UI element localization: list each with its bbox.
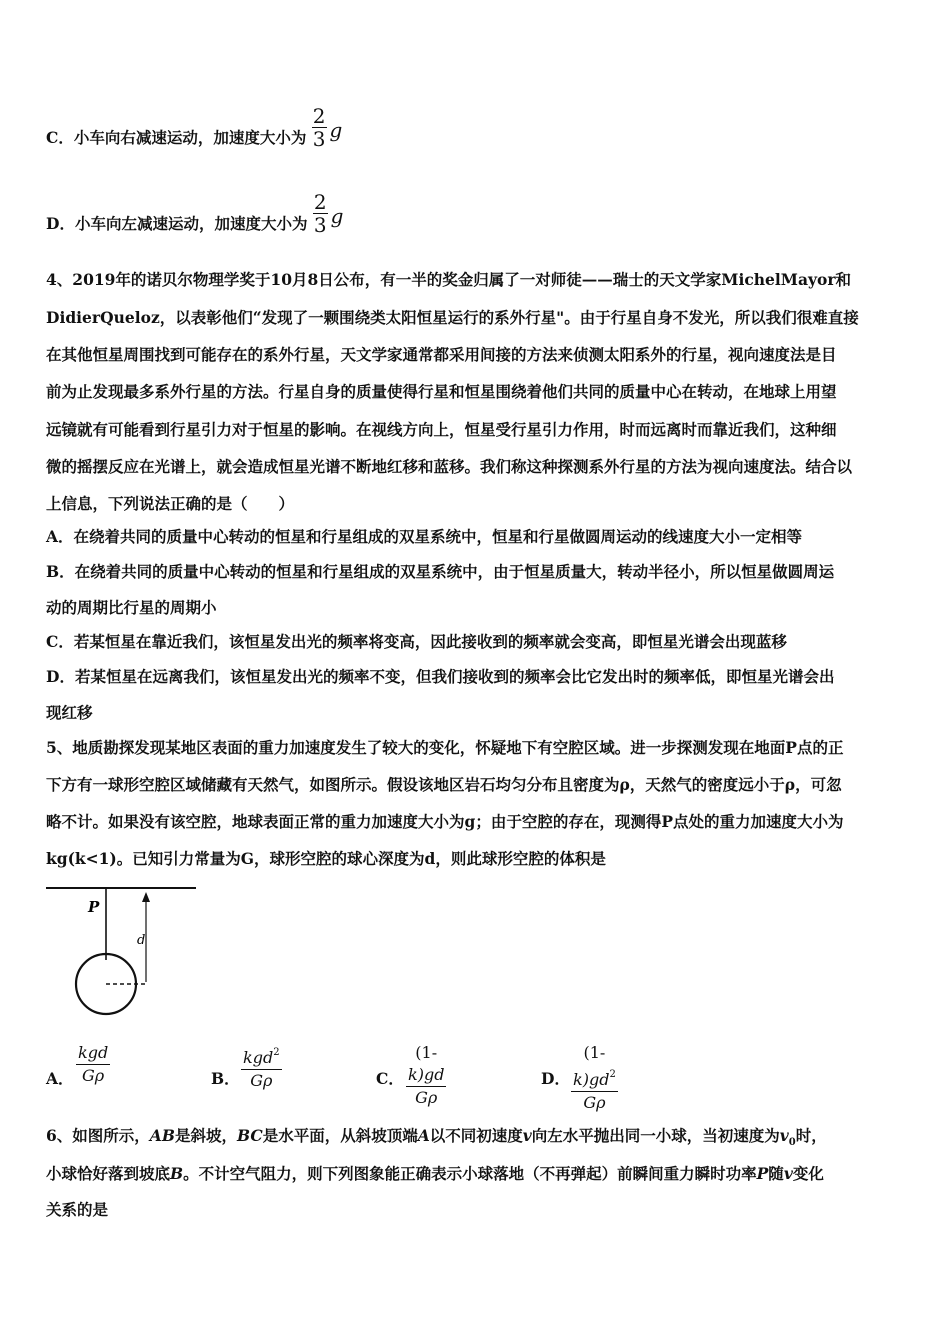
q5-stem-line: 下方有一球形空腔区域储藏有天然气，如图所示。假设该地区岩石均匀分布且密度为ρ，天然气的密度远小于ρ，可忽 — [46, 775, 842, 794]
text: 以不同初速度 — [429, 1126, 523, 1145]
fraction-numerator: 2 — [312, 103, 326, 128]
q4-stem-line: 上信息，下列说法正确的是（ ） — [46, 494, 295, 513]
text: 随 — [768, 1164, 784, 1183]
q3-option-d — [46, 189, 344, 237]
q3-option-c-label: C． — [46, 128, 74, 147]
answer-fraction — [241, 1042, 282, 1092]
var-a: A — [417, 1126, 430, 1145]
answer-label: D． — [541, 1069, 570, 1088]
text: 是斜坡， — [174, 1126, 237, 1145]
var-v0: v — [779, 1126, 789, 1145]
text: 是水平面，从斜坡顶端 — [262, 1126, 418, 1145]
q4-option-d-continued: 现红移 — [46, 703, 93, 722]
var-v: v — [783, 1164, 793, 1183]
fraction-numerator — [406, 1042, 446, 1087]
q6-stem-line-1 — [46, 1126, 827, 1153]
q4-stem-line: 远镜就有可能看到行星引力对于恒星的影响。在视线方向上，恒星受行星引力作用，时而远离时而靠近我们，这种细 — [46, 420, 837, 439]
q3-option-d-label: D． — [46, 214, 75, 233]
text: 。不计空气阻力，则下列图象能正确表示小球落地（不再弹起）前瞬间重力瞬时功率 — [183, 1164, 757, 1183]
q5-stem-line: kg(k<1)。已知引力常量为G，球形空腔的球心深度为d，则此球形空腔的体积是 — [46, 849, 606, 868]
q3-option-d-fraction — [313, 191, 328, 236]
var-p: P — [756, 1164, 769, 1183]
text: 时， — [795, 1126, 827, 1145]
q5-stem-line: 5、地质勘探发现某地区表面的重力加速度发生了较大的变化，怀疑地下有空腔区域。进一步探测发现在地面P点的正 — [46, 738, 844, 757]
numerator-text: kgd — [243, 1048, 274, 1067]
var-v: v — [522, 1126, 532, 1145]
text: 向左水平抛出同一小球，当初速度为 — [531, 1126, 780, 1145]
numerator-k: k — [573, 1070, 583, 1089]
q5-stem-line: 略不计。如果没有该空腔，地球表面正常的重力加速度大小为g；由于空腔的存在，现测得P点处的重力加速度大小为 — [46, 812, 844, 831]
q4-option-d: D．若某恒星在远离我们，该恒星发出光的频率不变，但我们接收到的频率会比它发出时的频率低，即恒星光谱会出 — [46, 667, 835, 686]
fraction-denominator: Gρ — [250, 1071, 273, 1090]
q4-option-c: C．若某恒星在靠近我们，该恒星发出光的频率将变高，因此接收到的频率就会变高，即恒星光谱会出现蓝移 — [46, 632, 787, 651]
fraction-denominator: Gρ — [82, 1066, 105, 1085]
exponent: 2 — [609, 1069, 616, 1080]
answer-fraction — [571, 1042, 618, 1114]
var-bc: BC — [236, 1126, 263, 1145]
numerator-text: )gd — [417, 1065, 445, 1084]
q6-stem-line-2 — [46, 1164, 824, 1184]
cavity-diagram — [44, 882, 204, 1022]
answer-label: B． — [211, 1069, 240, 1088]
numerator-prefix: (1- — [415, 1043, 438, 1062]
q6-stem-line-3: 关系的是 — [46, 1200, 109, 1219]
text: 变化 — [792, 1164, 824, 1183]
q4-stem-line: DidierQueloz，以表彰他们“发现了一颗围绕类太阳恒星运行的系外行星"。由于行星自身不发光，所以我们很难直接 — [46, 308, 859, 327]
fraction-denominator: 3 — [313, 212, 327, 237]
fraction-numerator: 2 — [313, 189, 327, 214]
q4-stem-line: 微的摇摆反应在光谱上，就会造成恒星光谱不断地红移和蓝移。我们称这种探测系外行星的方法为视向速度法。结合以 — [46, 457, 853, 476]
point-p-label: P — [88, 898, 100, 916]
q4-option-b-continued: 动的周期比行星的周期小 — [46, 598, 217, 617]
q3-option-c-text: 小车向右减速运动，加速度大小为 — [73, 128, 307, 147]
var-b: B — [170, 1164, 184, 1183]
q4-option-a: A．在绕着共同的质量中心转动的恒星和行星组成的双星系统中，恒星和行星做圆周运动的线速度大小一定相等 — [46, 527, 803, 546]
answer-fraction — [406, 1042, 446, 1109]
numerator-text: )gd — [582, 1070, 610, 1089]
q5-answer-choices — [46, 1042, 746, 1112]
answer-label: C． — [376, 1069, 404, 1088]
fraction-numerator — [76, 1042, 110, 1065]
q3-option-d-text: 小车向左减速运动，加速度大小为 — [74, 214, 308, 233]
fraction-numerator — [571, 1042, 618, 1092]
fraction-denominator: Gρ — [583, 1093, 606, 1112]
depth-d-label: d — [137, 933, 146, 948]
fraction-numerator — [241, 1042, 282, 1070]
numerator-prefix: (1- — [583, 1043, 606, 1062]
q3-option-c — [46, 103, 343, 151]
gravity-symbol: g — [330, 204, 344, 228]
q4-stem-line: 在其他恒星周围找到可能存在的系外行星，天文学家通常都采用间接的方法来侦测太阳系外的行星，视向速度法是目 — [46, 345, 837, 364]
var-ab: AB — [149, 1126, 175, 1145]
text: 6、如图所示， — [46, 1126, 150, 1145]
fraction-denominator: 3 — [312, 126, 326, 151]
depth-arrow-head — [142, 892, 150, 902]
q4-stem-line: 前为止发现最多系外行星的方法。行星自身的质量使得行星和恒星围绕着他们共同的质量中心在转动，在地球上用望 — [46, 382, 837, 401]
exponent: 2 — [273, 1047, 280, 1058]
gravity-symbol: g — [329, 118, 343, 142]
answer-fraction — [76, 1042, 110, 1087]
answer-label: A． — [46, 1069, 74, 1088]
numerator-k: k — [408, 1065, 418, 1084]
q4-option-b: B．在绕着共同的质量中心转动的恒星和行星组成的双星系统中，由于恒星质量大，转动半径小，所以恒星做圆周运 — [46, 562, 835, 581]
q4-stem-line: 4、2019年的诺贝尔物理学奖于10月8日公布，有一半的奖金归属了一对师徒——瑞士的天文学家MichelMayor和 — [46, 270, 851, 289]
fraction-denominator: Gρ — [415, 1088, 438, 1107]
subscript-0: 0 — [788, 1137, 796, 1149]
q3-option-c-fraction — [312, 105, 327, 150]
text: 小球恰好落到坡底 — [46, 1164, 171, 1183]
numerator-text: kgd — [78, 1043, 109, 1062]
